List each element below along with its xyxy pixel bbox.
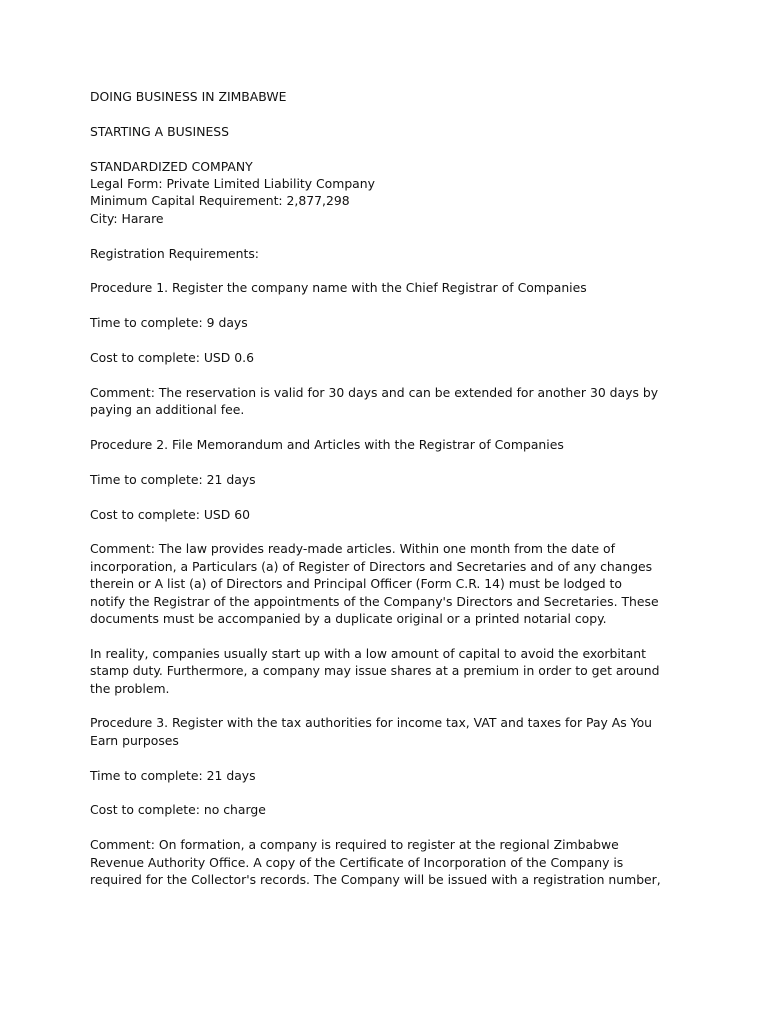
procedure-1-comment-line: Comment: The reservation is valid for 30 days and can be extended for another 30 days by [90, 384, 659, 400]
section-heading-block [90, 123, 690, 140]
procedure-3-comment-line: required for the Collector's records. The Company will be issued with a registration number, [90, 872, 661, 888]
procedure-1-time-block [90, 314, 690, 331]
procedure-2-time: Time to complete: 21 days [90, 471, 256, 487]
requirements-heading: Registration Requirements: [90, 245, 259, 261]
procedure-2-title: Procedure 2. File Memorandum and Articles with the Registrar of Companies [90, 437, 564, 452]
procedure-3-cost-block [90, 801, 690, 818]
minimum-capital: Minimum Capital Requirement: 2,877,298 [90, 193, 350, 209]
procedure-2-cost: Cost to complete: USD 60 [90, 506, 251, 522]
procedure-3-time: Time to complete: 21 days [90, 767, 256, 783]
procedure-1-cost: Cost to complete: USD 0.6 [90, 350, 254, 365]
procedure-1-comment-line: paying an additional fee. [90, 402, 245, 418]
city: City: Harare [90, 210, 164, 226]
procedure-2-reality-note [90, 645, 690, 697]
procedure-1-title: Procedure 1. Register the company name with the Chief Registrar of Companies [90, 280, 587, 296]
procedure-2-comment-line: documents must be accompanied by a duplicate original or a printed notarial copy. [90, 611, 607, 627]
procedure-2-time-block [90, 471, 690, 488]
procedure-1-time: Time to complete: 9 days [90, 315, 248, 331]
procedure-2-comment-line: therein or A list (a) of Directors and Principal Officer (Form C.R. 14) must be lodged to [90, 576, 622, 592]
procedure-3-comment-line: Comment: On formation, a company is required to register at the regional Zimbabwe [90, 837, 619, 853]
procedure-1-title-block [90, 279, 690, 296]
procedure-2-comment-line: Comment: The law provides ready-made articles. Within one month from the date of [90, 541, 615, 557]
procedure-1-cost-block [90, 349, 690, 366]
procedure-3-title-block [90, 714, 690, 749]
procedure-2-comment [90, 540, 690, 627]
company-info [90, 158, 690, 228]
section-heading: STARTING A BUSINESS [90, 123, 230, 139]
procedure-2-title-block [90, 436, 690, 453]
company-heading: STANDARDIZED COMPANY [90, 158, 253, 174]
procedure-2-reality-line: In reality, companies usually start up with a low amount of capital to avoid the exorbitant [90, 645, 646, 661]
procedure-3-time-block [90, 767, 690, 784]
procedure-3-title-line: Procedure 3. Register with the tax authorities for income tax, VAT and taxes for Pay As You [90, 715, 653, 731]
procedure-2-reality-line: stamp duty. Furthermore, a company may issue shares at a premium in order to get around [90, 663, 660, 679]
procedure-3-cost: Cost to complete: no charge [90, 802, 266, 818]
procedure-3-comment-line: Revenue Authority Office. A copy of the Certificate of Incorporation of the Company is [90, 854, 624, 870]
procedure-2-cost-block [90, 506, 690, 523]
document-title-block [90, 88, 690, 105]
document-page [90, 88, 690, 906]
procedure-3-title-line: Earn purposes [90, 732, 179, 748]
procedure-2-reality-line: the problem. [90, 680, 170, 696]
legal-form: Legal Form: Private Limited Liability Company [90, 176, 375, 191]
procedure-2-comment-line: notify the Registrar of the appointments of the Company's Directors and Secretaries. These [90, 593, 659, 609]
procedure-1-comment [90, 384, 690, 419]
document-title: DOING BUSINESS IN ZIMBABWE [90, 89, 287, 104]
requirements-heading-block [90, 245, 690, 262]
procedure-3-comment [90, 836, 690, 888]
procedure-2-comment-line: incorporation, a Particulars (a) of Register of Directors and Secretaries and of any changes [90, 558, 653, 574]
